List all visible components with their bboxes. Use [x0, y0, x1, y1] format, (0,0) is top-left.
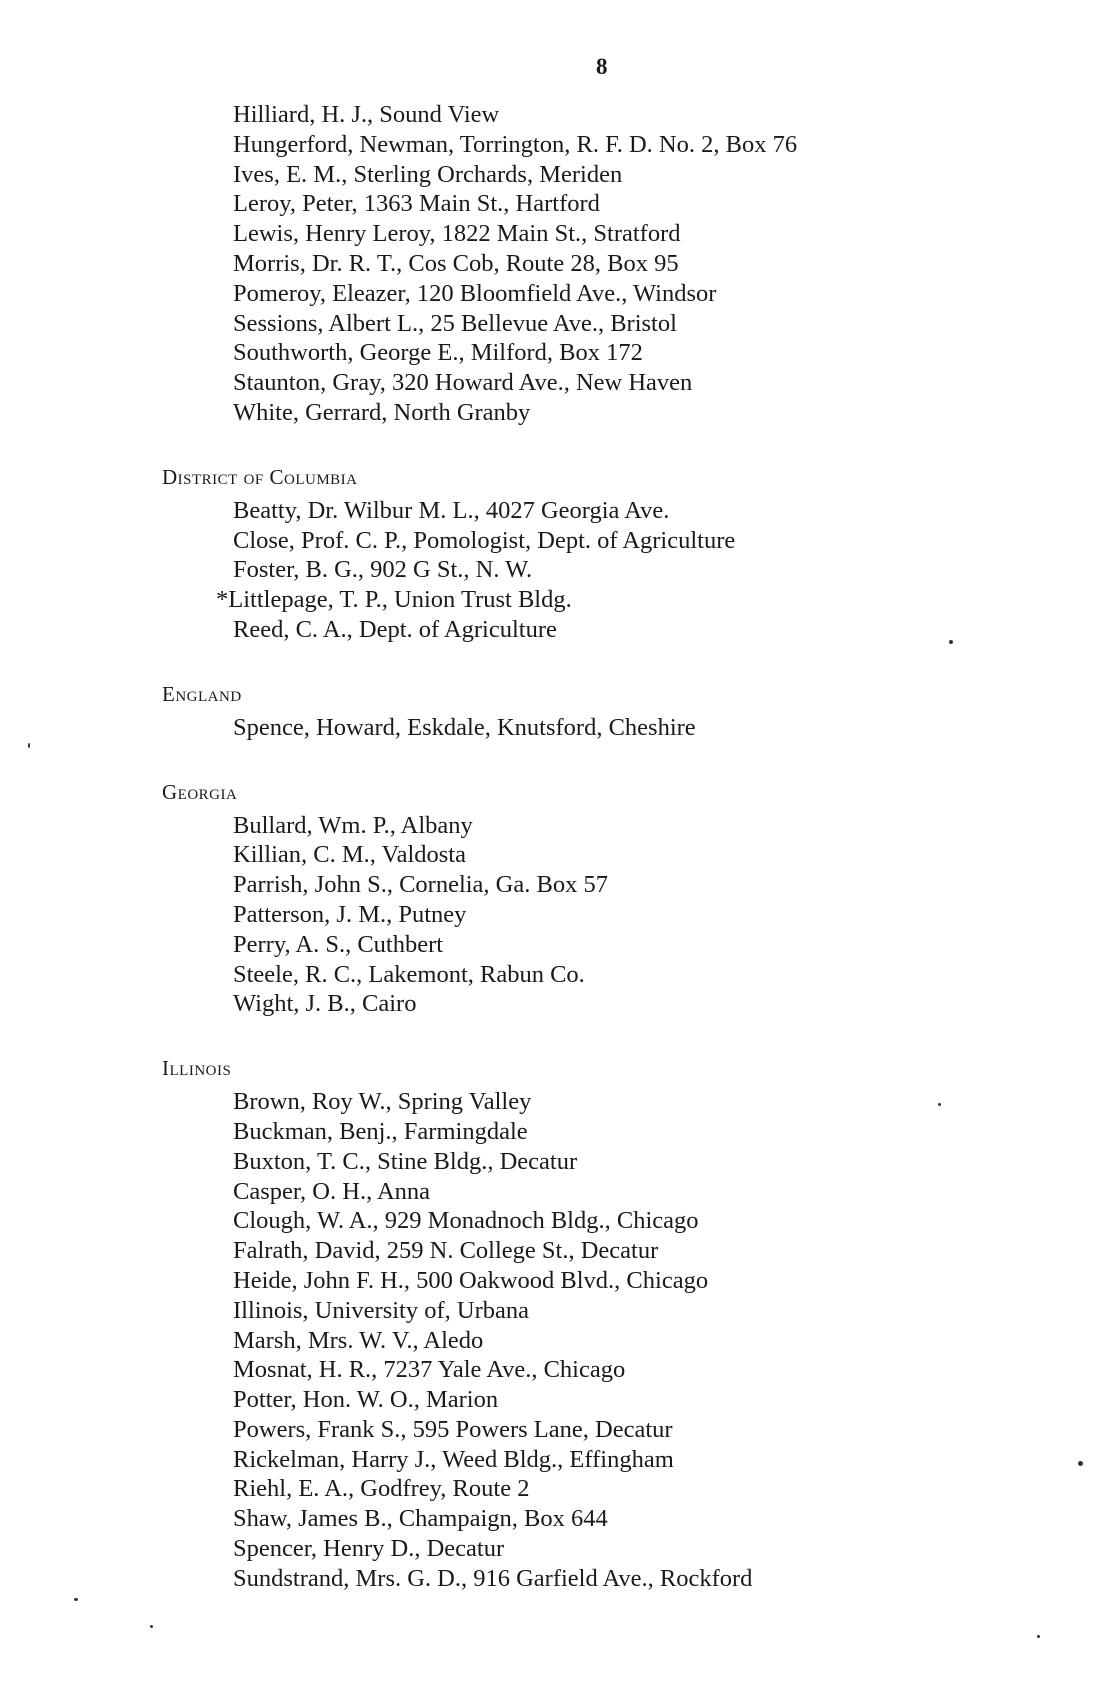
list-entry: Lewis, Henry Leroy, 1822 Main St., Stratford	[233, 220, 681, 248]
page-number: 8	[596, 54, 608, 79]
list-entry: Casper, O. H., Anna	[233, 1177, 431, 1205]
list-entry: Perry, A. S., Cuthbert	[233, 930, 444, 958]
scan-speck	[1037, 1635, 1040, 1638]
list-entry: Close, Prof. C. P., Pomologist, Dept. of Agriculture	[233, 526, 736, 554]
section-illinois	[0, 1053, 1100, 1594]
list-entry: Clough, W. A., 929 Monadnoch Bldg., Chicago	[233, 1207, 699, 1235]
section-district-of-columbia	[0, 462, 1100, 645]
list-entry: Buxton, T. C., Stine Bldg., Decatur	[233, 1147, 578, 1175]
list-entry: Sundstrand, Mrs. G. D., 916 Garfield Ave., Rockford	[233, 1564, 753, 1592]
continued-section	[0, 100, 1100, 428]
list-entry: Morris, Dr. R. T., Cos Cob, Route 28, Box 95	[233, 249, 679, 277]
list-entry: Rickelman, Harry J., Weed Bldg., Effingham	[233, 1445, 674, 1473]
list-entry: Illinois, University of, Urbana	[233, 1296, 529, 1324]
list-entry: Parrish, John S., Cornelia, Ga. Box 57	[233, 871, 608, 899]
list-entry: Falrath, David, 259 N. College St., Decatur	[233, 1237, 659, 1265]
list-entry: Hungerford, Newman, Torrington, R. F. D. No. 2, Box 76	[233, 130, 798, 158]
list-entry: Spencer, Henry D., Decatur	[233, 1535, 505, 1563]
list-entry: Pomeroy, Eleazer, 120 Bloomfield Ave., Windsor	[233, 279, 717, 307]
list-entry: White, Gerrard, North Granby	[233, 398, 531, 426]
list-entry: Potter, Hon. W. O., Marion	[233, 1386, 499, 1414]
list-entry: Wight, J. B., Cairo	[233, 990, 417, 1018]
list-entry: Mosnat, H. R., 7237 Yale Ave., Chicago	[233, 1356, 626, 1384]
list-entry: Reed, C. A., Dept. of Agriculture	[233, 615, 557, 643]
section-georgia	[0, 777, 1100, 1020]
scan-speck	[150, 1625, 153, 1628]
list-entry: Heide, John F. H., 500 Oakwood Blvd., Chicago	[233, 1266, 709, 1294]
member-list	[0, 100, 1100, 1594]
scan-speck	[74, 1598, 78, 1601]
scan-speck	[1078, 1461, 1083, 1466]
list-entry: Staunton, Gray, 320 Howard Ave., New Haven	[233, 369, 693, 397]
section-heading: Illinois	[162, 1056, 232, 1081]
scan-speck	[949, 640, 953, 644]
list-entry: Sessions, Albert L., 25 Bellevue Ave., Bristol	[233, 309, 677, 337]
scan-speck	[28, 743, 30, 748]
list-entry: Hilliard, H. J., Sound View	[233, 101, 500, 128]
list-entry: Foster, B. G., 902 G St., N. W.	[233, 556, 533, 584]
starred-entry-text: *Littlepage, T. P., Union Trust Bldg.	[216, 586, 572, 614]
list-entry: Patterson, J. M., Putney	[233, 900, 467, 928]
list-entry: Spence, Howard, Eskdale, Knutsford, Cheshire	[233, 713, 696, 741]
section-heading: England	[162, 681, 242, 706]
list-entry: Shaw, James B., Champaign, Box 644	[233, 1505, 608, 1533]
list-entry: Leroy, Peter, 1363 Main St., Hartford	[233, 190, 600, 218]
list-entry: Brown, Roy W., Spring Valley	[233, 1088, 532, 1116]
list-entry: Powers, Frank S., 595 Powers Lane, Decatur	[233, 1415, 673, 1443]
scan-speck	[938, 1103, 941, 1106]
section-heading: Georgia	[162, 779, 238, 804]
list-entry: Beatty, Dr. Wilbur M. L., 4027 Georgia Ave.	[233, 496, 670, 524]
list-entry: Riehl, E. A., Godfrey, Route 2	[233, 1475, 530, 1503]
list-entry	[0, 585, 1100, 615]
list-entry: Bullard, Wm. P., Albany	[233, 811, 473, 839]
list-entry: Killian, C. M., Valdosta	[233, 841, 466, 869]
list-entry: Steele, R. C., Lakemont, Rabun Co.	[233, 960, 585, 988]
list-entry: Marsh, Mrs. W. V., Aledo	[233, 1326, 484, 1354]
section-heading: District of Columbia	[162, 464, 358, 489]
list-entry: Southworth, George E., Milford, Box 172	[233, 339, 643, 367]
list-entry: Ives, E. M., Sterling Orchards, Meriden	[233, 160, 623, 188]
section-england	[0, 679, 1100, 743]
list-entry: Buckman, Benj., Farmingdale	[233, 1117, 528, 1145]
